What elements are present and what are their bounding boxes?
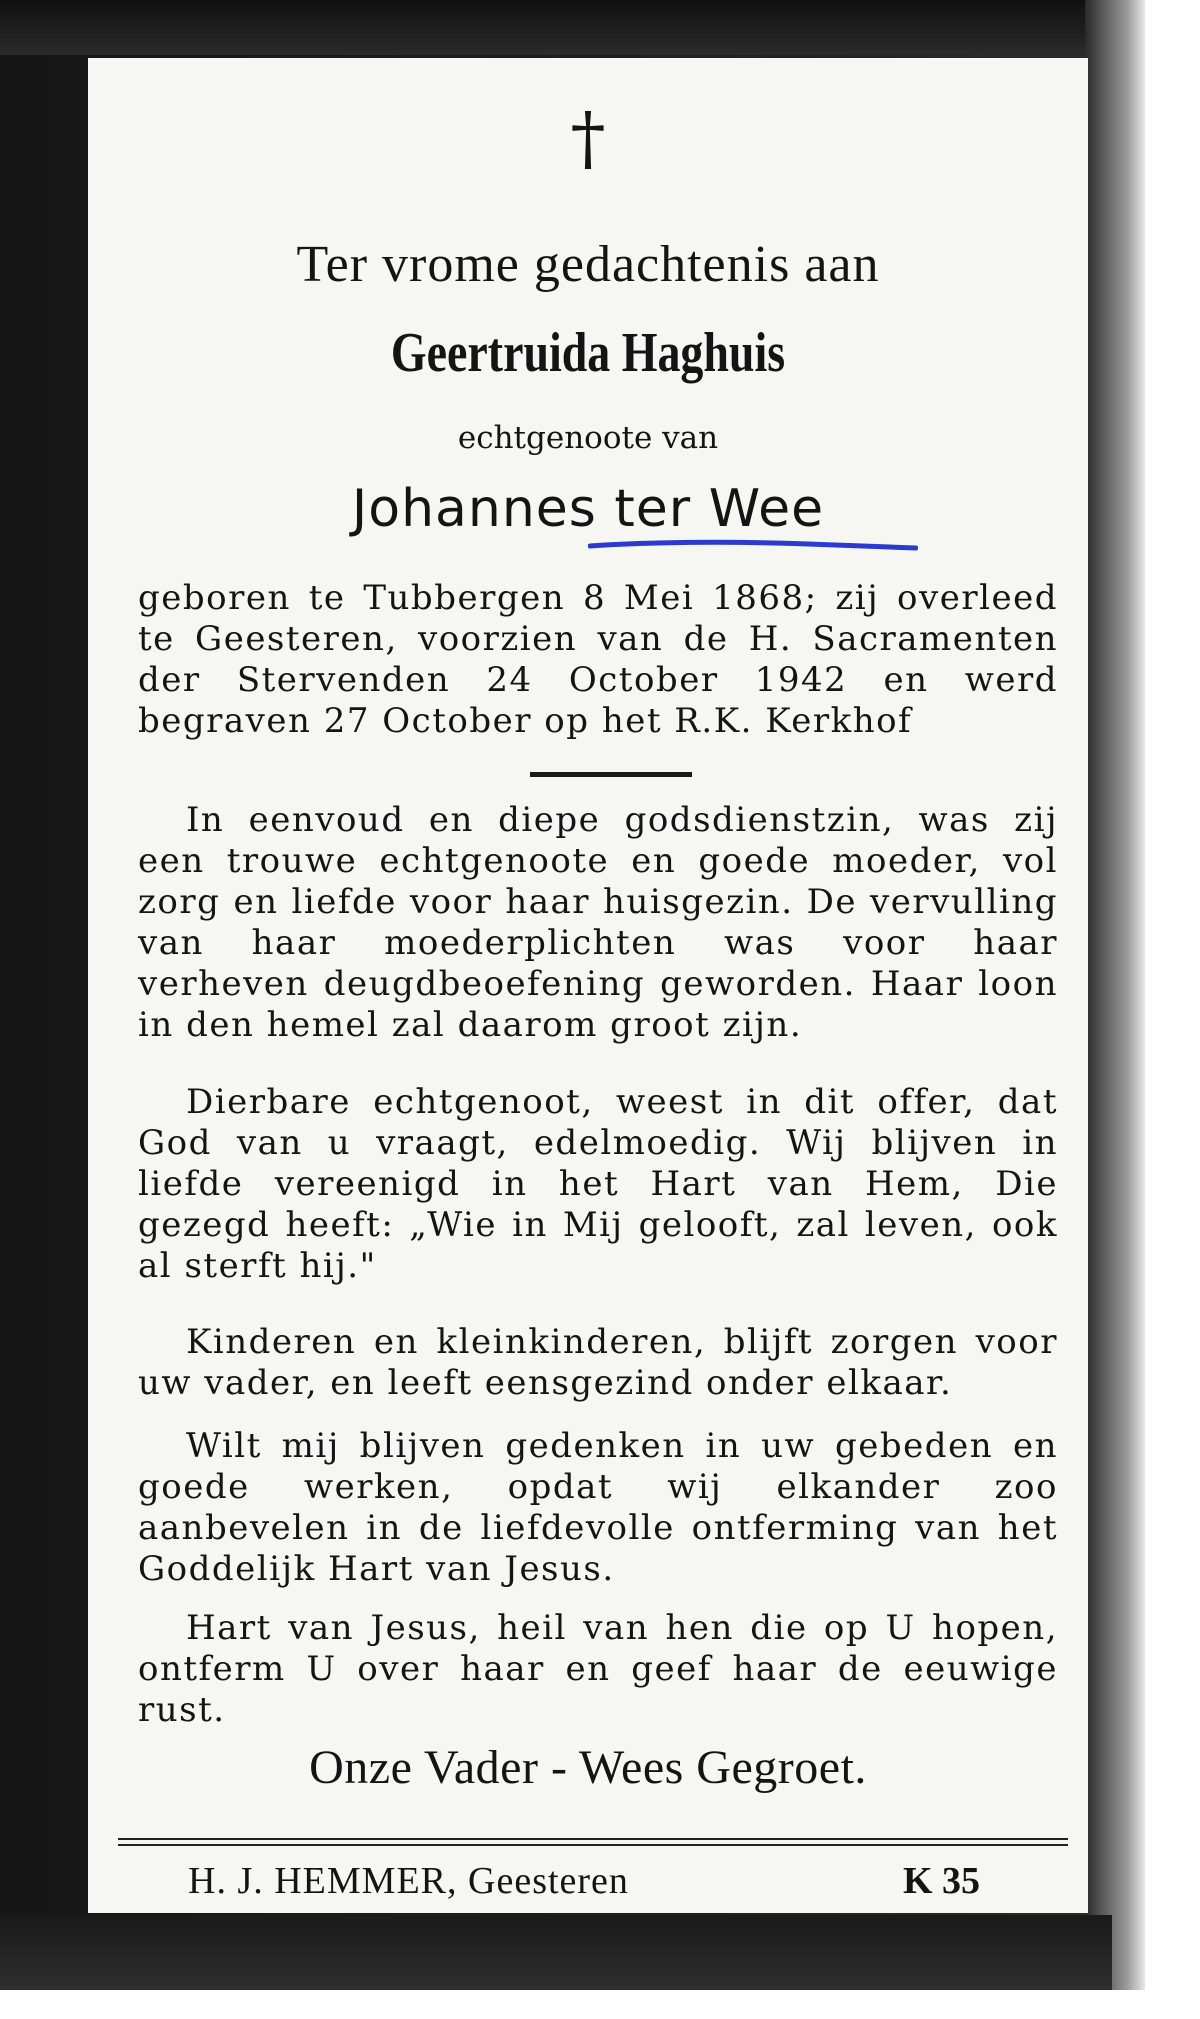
- footer-divider: [118, 1838, 1068, 1846]
- biography-paragraph: geboren te Tubbergen 8 Mei 1868; zij overleed te Geesteren, voorzien van de H. Sacramenten der Stervenden 24 October 1942 en werd begraven 27 October op het R.K. Kerkhof: [138, 578, 1058, 741]
- scan-bottom-edge: [0, 1915, 1112, 1990]
- relation-label: echtgenoote van: [457, 420, 719, 456]
- virtue-paragraph: In eenvoud en diepe godsdienstzin, was zij een trouwe echtgenoote en goede moeder, vol zorg en liefde voor haar huisgezin. De vervulling van haar moederplichten was voor haar verheven deugdbeoefening geworden. Haar loon in den hemel zal daarom groot zijn.: [138, 800, 1058, 1045]
- scan-right-edge: [1085, 0, 1145, 1990]
- deceased-name: Geertruida Haghuis: [390, 322, 786, 384]
- card-heading: Ter vrome gedachtenis aan: [296, 236, 880, 293]
- spouse-address-paragraph: Dierbare echtgenoot, weest in dit offer, dat God van u vraagt, edelmoedig. Wij blijven in liefde vereenigd in het Hart van Hem, Die gezegd heeft: „Wie in Mij gelooft, zal leven, ook al sterft hij.": [138, 1082, 1058, 1286]
- spouse-name: Johannes ter Wee: [351, 479, 825, 539]
- remembrance-request-paragraph: Wilt mij blijven gedenken in uw gebeden en goede werken, opdat wij elkander zoo aanbevelen in de liefdevolle ontferming van het Goddelijk Hart van Jesus.: [138, 1426, 1058, 1589]
- pen-underline-mark: [588, 538, 918, 552]
- section-divider: [530, 772, 692, 777]
- children-address-paragraph: Kinderen en kleinkinderen, blijft zorgen voor uw vader, en leeft eensgezind onder elkaar.: [138, 1322, 1058, 1403]
- prayer-line: Onze Vader - Wees Gegroet.: [309, 1741, 867, 1794]
- card-code: K 35: [903, 1860, 981, 1902]
- printer-credit: H. J. HEMMER, Geesteren: [188, 1860, 629, 1902]
- cross-icon: †: [570, 97, 606, 179]
- scan-top-edge: [0, 0, 1112, 55]
- closing-prayer-paragraph: Hart van Jesus, heil van hen die op U hopen, ontferm U over haar en geef haar de eeuwige rust.: [138, 1608, 1058, 1730]
- memorial-card: [88, 58, 1088, 1913]
